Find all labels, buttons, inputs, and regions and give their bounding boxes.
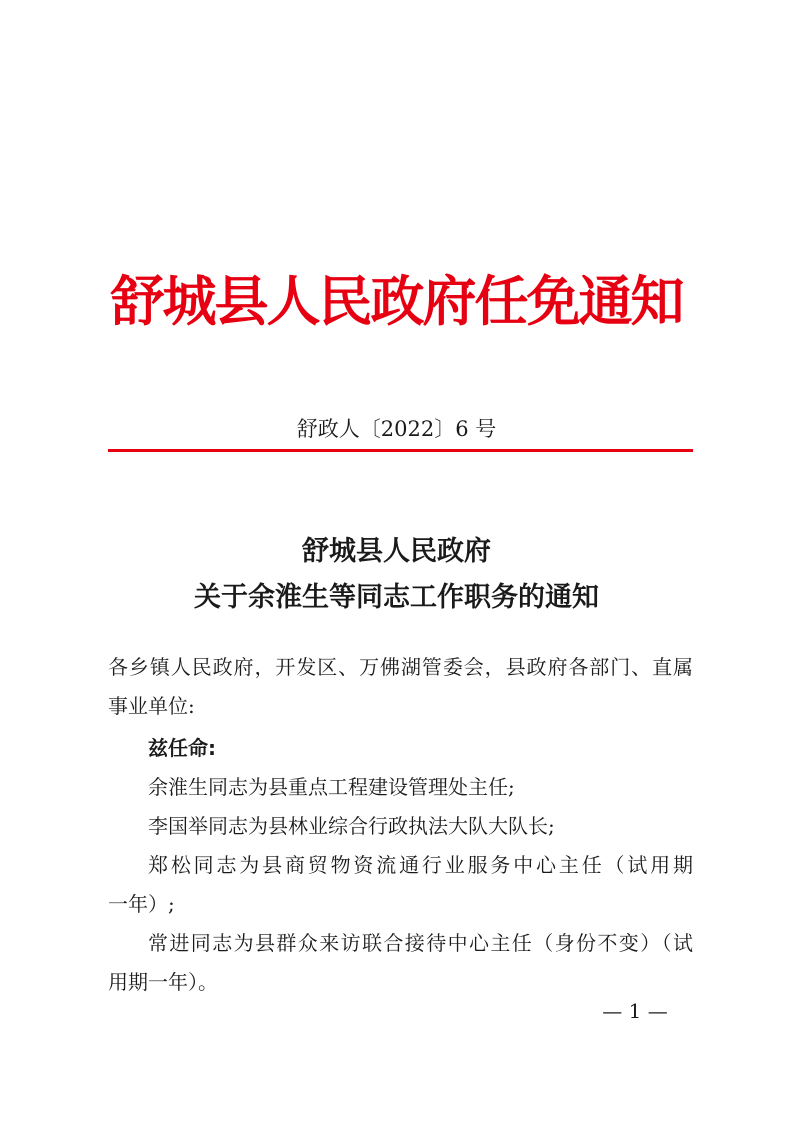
document-masthead: 舒城县人民政府任免通知 — [110, 269, 683, 333]
appointment-item-2: 李国举同志为县林业综合行政执法大队大队长; — [148, 814, 555, 838]
red-separator-rule — [108, 449, 693, 452]
document-number: 舒政人〔2022〕6 号 — [296, 417, 497, 441]
notice-title-subject: 关于余淮生等同志工作职务的通知 — [194, 582, 599, 613]
appointment-item-4: 常进同志为县群众来访联合接待中心主任（身份不变）（试 — [148, 931, 693, 955]
appointment-lead: 兹任命: — [148, 736, 216, 760]
page-number: — 1 — — [602, 999, 668, 1023]
appointment-item-3-continued: 一年）; — [108, 892, 175, 916]
salutation-line-2: 事业单位: — [108, 694, 195, 718]
appointment-item-4-continued: 用期一年）。 — [108, 970, 218, 994]
appointment-item-1: 余淮生同志为县重点工程建设管理处主任; — [148, 775, 515, 799]
salutation-line-1: 各乡镇人民政府，开发区、万佛湖管委会，县政府各部门、直属 — [108, 655, 693, 679]
appointment-item-3: 郑松同志为县商贸物资流通行业服务中心主任（试用期 — [148, 853, 693, 877]
notice-title-issuer: 舒城县人民政府 — [302, 536, 491, 567]
